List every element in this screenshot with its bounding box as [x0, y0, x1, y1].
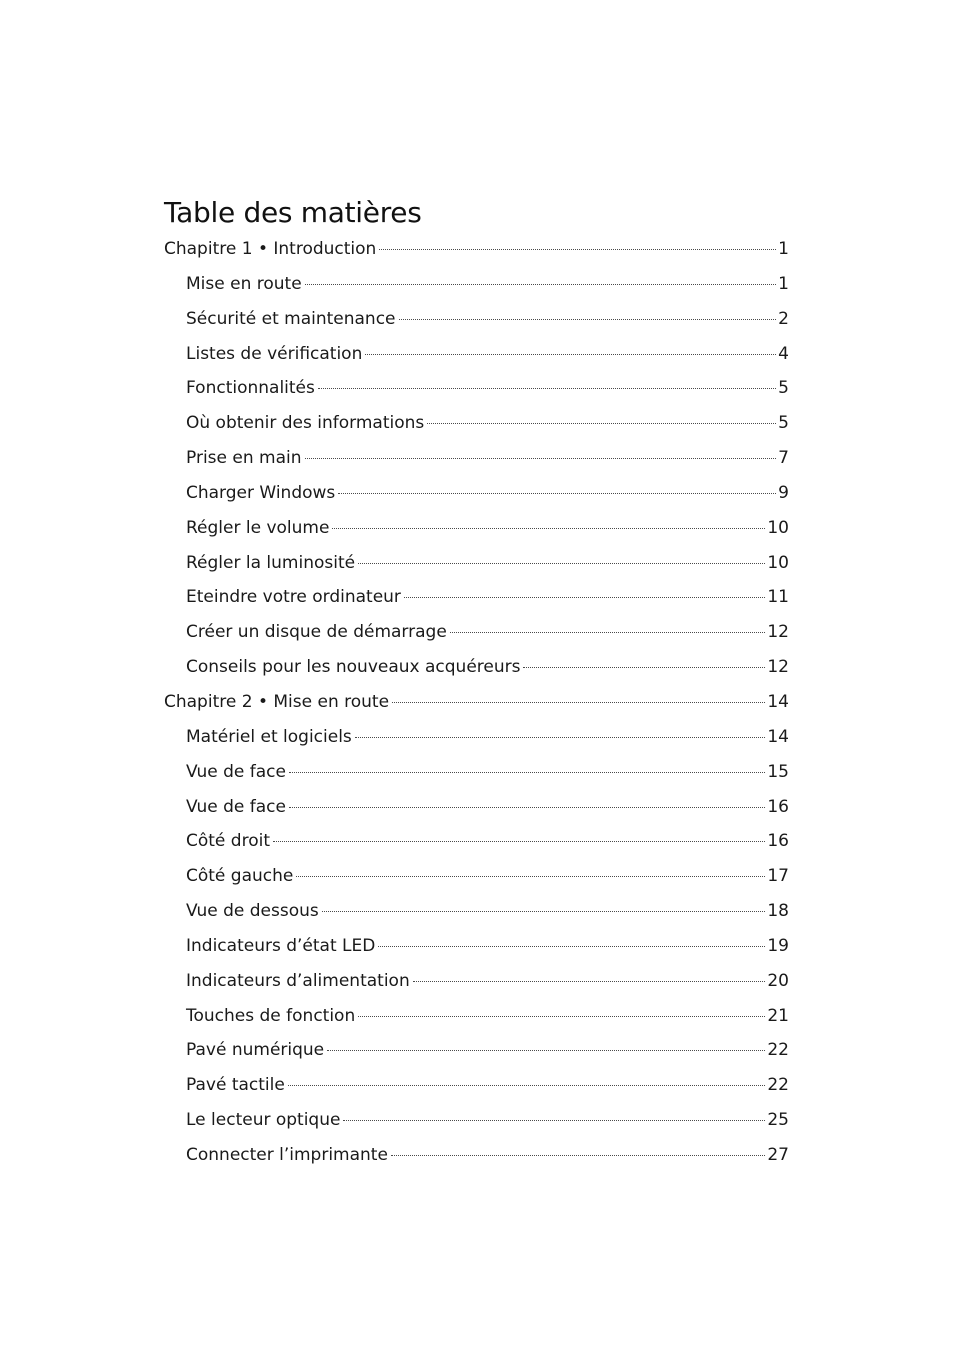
toc-section-entry[interactable]	[164, 371, 789, 406]
toc-page-number: 27	[767, 1144, 789, 1165]
toc-section-entry[interactable]	[164, 1033, 789, 1068]
toc-dot-leader	[338, 493, 776, 494]
toc-entry-label: Où obtenir des informations	[186, 413, 425, 434]
toc-page-number: 25	[767, 1110, 789, 1131]
toc-entry-label: Vue de dessous	[186, 901, 319, 922]
toc-section-entry[interactable]	[164, 755, 789, 790]
toc-entry-label: Eteindre votre ordinateur	[186, 587, 401, 608]
toc-dot-leader	[379, 249, 776, 250]
toc-page-number: 12	[767, 657, 789, 678]
toc-section-entry[interactable]	[164, 650, 789, 685]
toc-dot-leader	[322, 911, 766, 912]
toc-entry-label: Côté gauche	[186, 866, 294, 887]
toc-page-number: 14	[767, 691, 789, 712]
toc-section-entry[interactable]	[164, 546, 789, 581]
toc-page-number: 9	[778, 482, 789, 503]
toc-dot-leader	[289, 772, 765, 773]
toc-dot-leader	[355, 737, 766, 738]
toc-page-number: 16	[767, 796, 789, 817]
toc-entry-label: Charger Windows	[186, 482, 336, 503]
toc-chapter-entry[interactable]	[164, 232, 789, 267]
toc-entry-label: Vue de face	[186, 761, 286, 782]
toc-entry-label: Pavé numérique	[186, 1040, 325, 1061]
toc-section-entry[interactable]	[164, 859, 789, 894]
toc-section-entry[interactable]	[164, 1103, 789, 1138]
toc-entry-label: Touches de fonction	[186, 1005, 356, 1026]
toc-section-entry[interactable]	[164, 1068, 789, 1103]
toc-section-entry[interactable]	[164, 720, 789, 755]
toc-chapter-entry[interactable]	[164, 685, 789, 720]
toc-dot-leader	[273, 841, 765, 842]
toc-dot-leader	[378, 946, 765, 947]
toc-title: Table des matières	[164, 196, 422, 229]
toc-page-number: 10	[767, 517, 789, 538]
toc-page-number: 7	[778, 448, 789, 469]
toc-entry-label: Pavé tactile	[186, 1075, 285, 1096]
toc-section-entry[interactable]	[164, 1138, 789, 1173]
toc-entry-label: Le lecteur optique	[186, 1110, 341, 1131]
toc-page-number: 22	[767, 1040, 789, 1061]
toc-page-number: 14	[767, 726, 789, 747]
toc-entry-label: Indicateurs d’alimentation	[186, 970, 410, 991]
toc-page-number: 11	[767, 587, 789, 608]
toc-section-entry[interactable]	[164, 441, 789, 476]
toc-dot-leader	[327, 1050, 765, 1051]
toc-entry-label: Conseils pour les nouveaux acquéreurs	[186, 657, 521, 678]
toc-entry-label: Listes de vérification	[186, 343, 363, 364]
toc-section-entry[interactable]	[164, 406, 789, 441]
toc-section-entry[interactable]	[164, 511, 789, 546]
toc-dot-leader	[392, 702, 765, 703]
toc-page-number: 10	[767, 552, 789, 573]
toc-dot-leader	[296, 876, 765, 877]
toc-list	[164, 232, 789, 1173]
toc-page-number: 21	[767, 1005, 789, 1026]
toc-dot-leader	[332, 528, 765, 529]
toc-dot-leader	[404, 597, 765, 598]
toc-dot-leader	[305, 284, 777, 285]
toc-dot-leader	[523, 667, 765, 668]
toc-page-number: 20	[767, 970, 789, 991]
toc-page-number: 17	[767, 866, 789, 887]
toc-page-number: 5	[778, 378, 789, 399]
toc-entry-label: Chapitre 1 • Introduction	[164, 239, 377, 259]
toc-page-number: 2	[778, 308, 789, 329]
toc-section-entry[interactable]	[164, 337, 789, 372]
toc-entry-label: Sécurité et maintenance	[186, 308, 396, 329]
toc-entry-label: Matériel et logiciels	[186, 726, 352, 747]
toc-section-entry[interactable]	[164, 929, 789, 964]
toc-page-number: 12	[767, 622, 789, 643]
toc-page-number: 22	[767, 1075, 789, 1096]
toc-section-entry[interactable]	[164, 894, 789, 929]
toc-dot-leader	[343, 1120, 765, 1121]
toc-page-number: 1	[778, 239, 789, 259]
toc-entry-label: Connecter l’imprimante	[186, 1144, 388, 1165]
toc-entry-label: Prise en main	[186, 448, 302, 469]
toc-dot-leader	[427, 423, 776, 424]
toc-dot-leader	[358, 1016, 765, 1017]
toc-entry-label: Créer un disque de démarrage	[186, 622, 447, 643]
toc-page-number: 1	[778, 273, 789, 294]
toc-entry-label: Régler la luminosité	[186, 552, 356, 573]
toc-dot-leader	[288, 1085, 766, 1086]
toc-dot-leader	[305, 458, 777, 459]
toc-entry-label: Côté droit	[186, 831, 270, 852]
toc-dot-leader	[450, 632, 766, 633]
toc-dot-leader	[289, 807, 765, 808]
toc-dot-leader	[391, 1155, 765, 1156]
toc-dot-leader	[413, 981, 766, 982]
toc-entry-label: Régler le volume	[186, 517, 330, 538]
toc-entry-label: Mise en route	[186, 273, 302, 294]
toc-page-number: 19	[767, 935, 789, 956]
toc-page-number: 5	[778, 413, 789, 434]
toc-entry-label: Chapitre 2 • Mise en route	[164, 691, 390, 712]
toc-page-number: 18	[767, 901, 789, 922]
toc-section-entry[interactable]	[164, 824, 789, 859]
toc-entry-label: Fonctionnalités	[186, 378, 315, 399]
toc-dot-leader	[358, 563, 765, 564]
toc-section-entry[interactable]	[164, 964, 789, 999]
toc-page-number: 16	[767, 831, 789, 852]
toc-section-entry[interactable]	[164, 999, 789, 1034]
toc-page-number: 4	[778, 343, 789, 364]
toc-section-entry[interactable]	[164, 790, 789, 825]
toc-dot-leader	[318, 388, 776, 389]
toc-section-entry[interactable]	[164, 615, 789, 650]
toc-dot-leader	[399, 319, 777, 320]
toc-section-entry[interactable]	[164, 580, 789, 615]
toc-page-number: 15	[767, 761, 789, 782]
toc-section-entry[interactable]	[164, 476, 789, 511]
toc-dot-leader	[365, 354, 776, 355]
toc-section-entry[interactable]	[164, 267, 789, 302]
toc-section-entry[interactable]	[164, 302, 789, 337]
toc-entry-label: Vue de face	[186, 796, 286, 817]
toc-entry-label: Indicateurs d’état LED	[186, 935, 376, 956]
